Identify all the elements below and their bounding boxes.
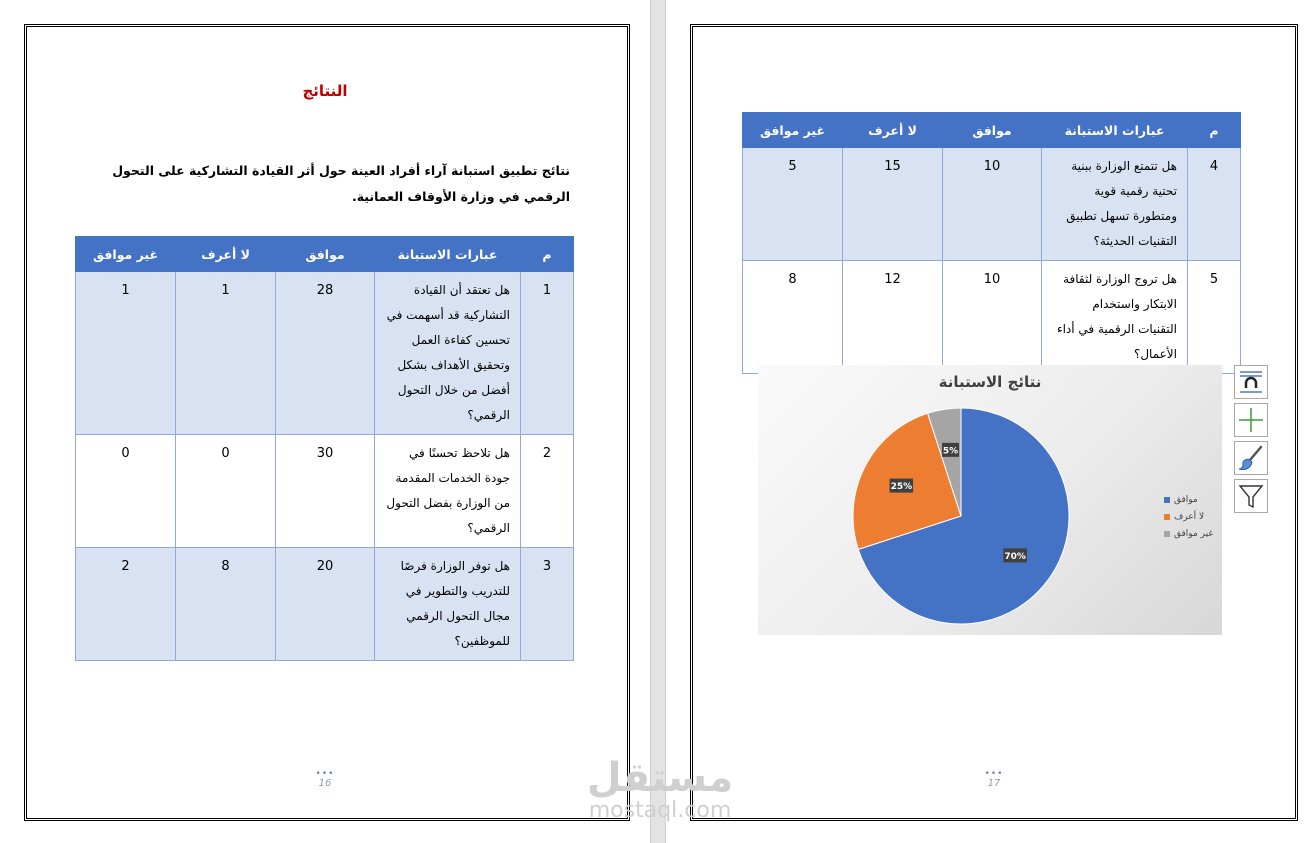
svg-text:5%: 5% xyxy=(942,446,959,457)
svg-text:70%: 70% xyxy=(1004,551,1026,562)
cell-disagree: 2 xyxy=(76,548,176,661)
legend-label: لا أعرف xyxy=(1174,511,1205,522)
cell-num: 2 xyxy=(521,435,574,548)
cell-agree: 10 xyxy=(943,261,1042,374)
cell-num: 3 xyxy=(521,548,574,661)
cell-num: 1 xyxy=(521,272,574,435)
data-label xyxy=(890,479,914,493)
page-number-dots: ••• xyxy=(984,769,1004,779)
cell-statement: هل تتمتع الوزارة ببنية تحتية رقمية قوية ومتطورة تسهل تطبيق التقنيات الحديثة؟ xyxy=(1042,148,1188,261)
header-disagree: غير موافق xyxy=(743,113,843,148)
page-17 xyxy=(666,0,1316,843)
header-dont-know: لا أعرف xyxy=(843,113,943,148)
cell-dont-know: 0 xyxy=(176,435,276,548)
intro-paragraph: نتائج تطبيق استبانة آراء أفراد العينة حول أثر القيادة التشاركية على التحول الرقمي في وزارة الأوقاف العمانية. xyxy=(112,163,570,204)
cell-disagree: 1 xyxy=(76,272,176,435)
watermark-logo xyxy=(575,756,745,822)
page-number-text: 17 xyxy=(987,778,1001,789)
chart-title: نتائج الاستبانة xyxy=(938,373,1042,391)
cell-statement: هل تعتقد أن القيادة التشاركية قد أسهمت في تحسين كفاءة العمل وتحقيق الأهداف بشكل أفضل من خلال التحول الرقمي؟ xyxy=(375,272,521,435)
pie-chart[interactable] xyxy=(758,365,1222,635)
chart-filters-icon[interactable] xyxy=(1234,479,1268,513)
legend-swatch xyxy=(1164,531,1170,537)
table-row xyxy=(76,272,574,435)
data-label xyxy=(942,443,959,457)
cell-statement: هل تلاحظ تحسنًا في جودة الخدمات المقدمة من الوزارة بفضل التحول الرقمي؟ xyxy=(375,435,521,548)
survey-table-1 xyxy=(75,236,574,661)
cell-dont-know: 12 xyxy=(843,261,943,374)
cell-disagree: 5 xyxy=(743,148,843,261)
table-row xyxy=(743,148,1241,261)
cell-statement: هل تروج الوزارة لثقافة الابتكار واستخدام التقنيات الرقمية في أداء الأعمال؟ xyxy=(1042,261,1188,374)
cell-dont-know: 8 xyxy=(176,548,276,661)
page-number-text: 16 xyxy=(318,778,332,789)
cell-agree: 10 xyxy=(943,148,1042,261)
legend-item xyxy=(1164,508,1213,525)
legend-swatch xyxy=(1164,497,1170,503)
cell-num: 4 xyxy=(1188,148,1241,261)
page-gutter xyxy=(650,0,666,843)
page-number-dots: ••• xyxy=(315,769,335,779)
cell-statement: هل توفر الوزارة فرصًا للتدريب والتطوير في مجال التحول الرقمي للموظفين؟ xyxy=(375,548,521,661)
section-heading: النتائج xyxy=(302,82,348,100)
watermark-arabic: مستقل xyxy=(586,755,734,801)
header-dont-know: لا أعرف xyxy=(176,237,276,272)
chart-elements-icon[interactable] xyxy=(1234,403,1268,437)
header-agree: موافق xyxy=(276,237,375,272)
legend-label: موافق xyxy=(1174,494,1198,505)
legend-item xyxy=(1164,525,1213,542)
legend-swatch xyxy=(1164,514,1170,520)
header-num: م xyxy=(521,237,574,272)
cell-agree: 20 xyxy=(276,548,375,661)
table-row xyxy=(76,548,574,661)
legend-item xyxy=(1164,491,1213,508)
survey-table-2 xyxy=(742,112,1241,374)
chart-tools-panel xyxy=(1234,365,1270,517)
page-16 xyxy=(0,0,650,843)
cell-dont-know: 15 xyxy=(843,148,943,261)
cell-dont-know: 1 xyxy=(176,272,276,435)
pie-chart-svg xyxy=(758,365,1222,635)
table-header-row xyxy=(743,113,1241,148)
page-number xyxy=(974,770,1014,789)
cell-agree: 30 xyxy=(276,435,375,548)
header-disagree: غير موافق xyxy=(76,237,176,272)
header-statement: عبارات الاستبانة xyxy=(375,237,521,272)
header-agree: موافق xyxy=(943,113,1042,148)
data-label xyxy=(1003,548,1027,562)
table-row xyxy=(743,261,1241,374)
chart-styles-icon[interactable] xyxy=(1234,441,1268,475)
table-row xyxy=(76,435,574,548)
legend-label: غير موافق xyxy=(1174,528,1214,539)
cell-disagree: 0 xyxy=(76,435,176,548)
cell-num: 5 xyxy=(1188,261,1241,374)
header-statement: عبارات الاستبانة xyxy=(1042,113,1188,148)
cell-disagree: 8 xyxy=(743,261,843,374)
watermark-url: mostaql.com xyxy=(588,798,732,823)
table-header-row xyxy=(76,237,574,272)
cell-agree: 28 xyxy=(276,272,375,435)
layout-options-icon[interactable] xyxy=(1234,365,1268,399)
chart-legend xyxy=(1164,491,1213,542)
svg-text:25%: 25% xyxy=(890,482,913,493)
header-num: م xyxy=(1188,113,1241,148)
page-number xyxy=(305,770,345,789)
